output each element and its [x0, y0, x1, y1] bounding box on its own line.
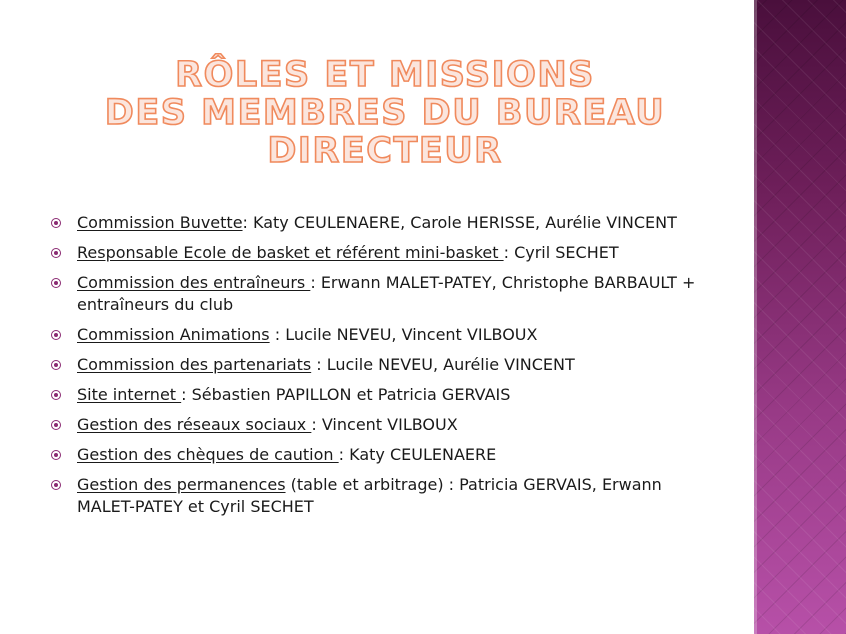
- list-item: [50, 242, 710, 264]
- item-label: Commission Buvette: [77, 213, 243, 232]
- decorative-side-band: [754, 0, 846, 634]
- title-line-2: DES MEMBRES DU BUREAU DIRECTEUR: [104, 93, 666, 171]
- item-text: : Lucile NEVEU, Vincent VILBOUX: [269, 325, 538, 344]
- circled-dot-icon: [51, 330, 61, 340]
- list-item: [50, 354, 710, 376]
- item-text: : Cyril SECHET: [503, 243, 619, 262]
- list-item: [50, 272, 710, 316]
- list-item: [50, 384, 710, 406]
- circled-dot-icon: [51, 218, 61, 228]
- circled-dot-icon: [51, 278, 61, 288]
- list-item: [50, 324, 710, 346]
- item-label: Site internet: [77, 385, 182, 404]
- item-text: : Erwann MALET-PATEY, Christophe BARBAULT + entraîneurs du club: [77, 273, 696, 314]
- item-text: : Katy CEULENAERE: [338, 445, 497, 464]
- item-text: (table et arbitrage) : Patricia GERVAIS, Erwann MALET-PATEY et Cyril SECHET: [77, 475, 662, 516]
- item-label: Commission Animations: [77, 325, 270, 344]
- item-text: : Sébastien PAPILLON et Patricia GERVAIS: [181, 385, 511, 404]
- list-item: [50, 444, 710, 466]
- circled-dot-icon: [51, 360, 61, 370]
- item-label: Gestion des permanences: [77, 475, 286, 494]
- item-label: Gestion des chèques de caution: [77, 445, 339, 464]
- list-item: [50, 212, 710, 234]
- item-text: : Katy CEULENAERE, Carole HERISSE, Aurélie VINCENT: [242, 213, 677, 232]
- item-label: Commission des entraîneurs: [77, 273, 311, 292]
- list-item: [50, 414, 710, 436]
- item-label: Gestion des réseaux sociaux: [77, 415, 312, 434]
- item-text: : Lucile NEVEU, Aurélie VINCENT: [311, 355, 575, 374]
- title-line-1: RÔLES ET MISSIONS: [175, 55, 595, 95]
- circled-dot-icon: [51, 420, 61, 430]
- circled-dot-icon: [51, 480, 61, 490]
- list-item: [50, 474, 710, 518]
- item-text: : Vincent VILBOUX: [311, 415, 458, 434]
- circled-dot-icon: [51, 450, 61, 460]
- circled-dot-icon: [51, 390, 61, 400]
- bullet-list: [50, 212, 710, 526]
- slide-title: [20, 56, 750, 170]
- item-label: Commission des partenariats: [77, 355, 312, 374]
- item-label: Responsable Ecole de basket et référent mini-basket: [77, 243, 504, 262]
- circled-dot-icon: [51, 248, 61, 258]
